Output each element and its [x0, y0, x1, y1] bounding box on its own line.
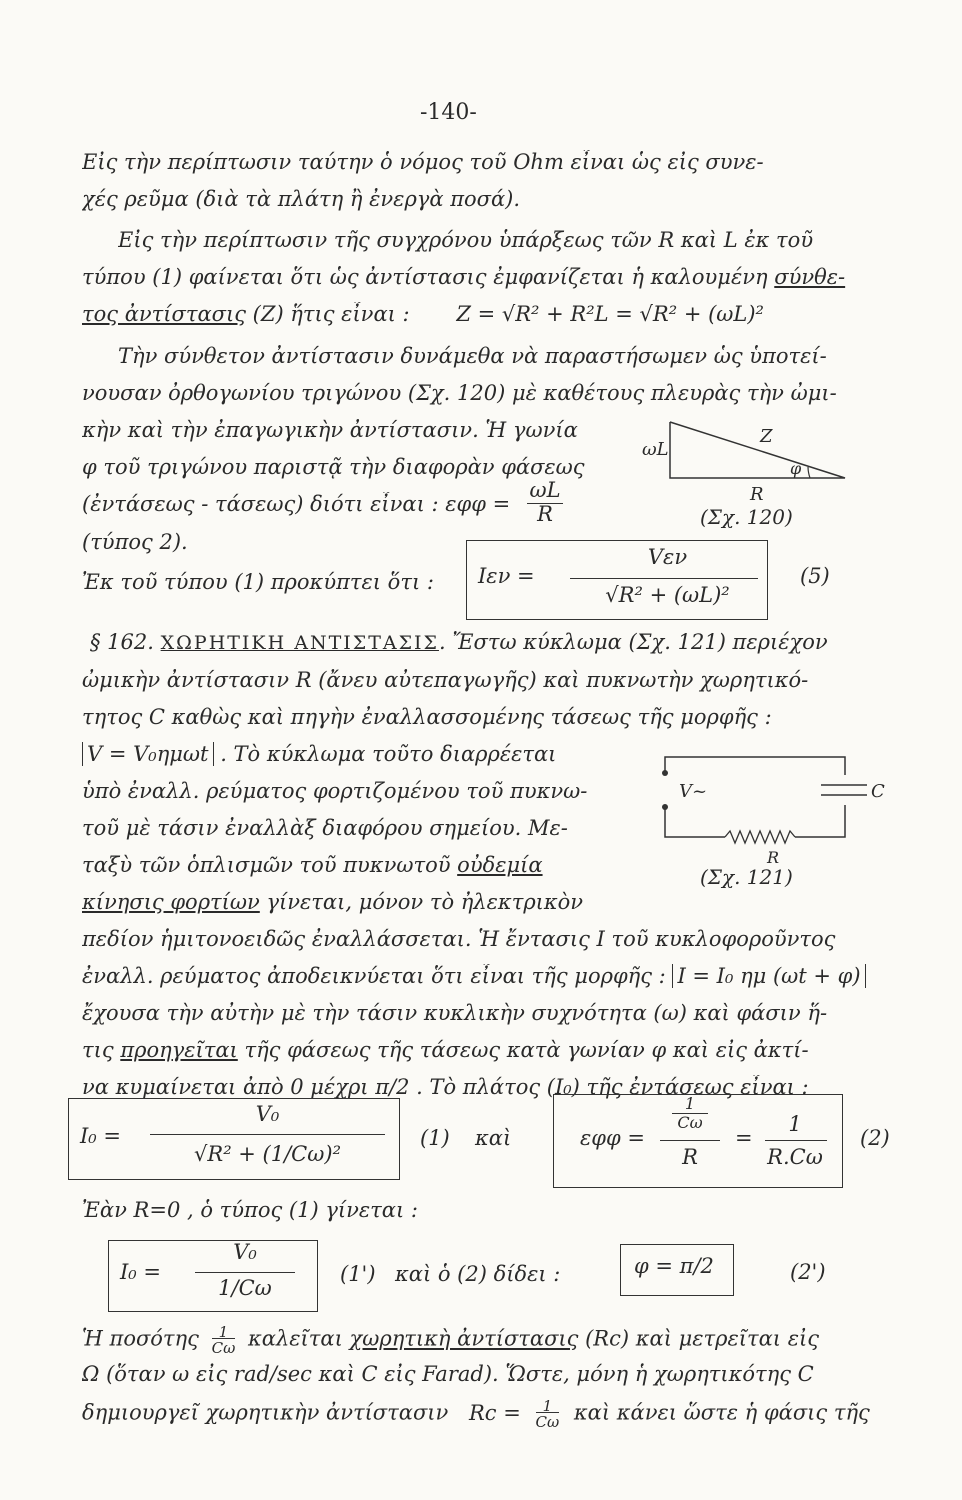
text-line: Τὴν σύνθετον ἀντίστασιν δυνάμεθα νὰ παραστήσωμεν ὡς ὑποτεί- — [118, 344, 827, 368]
fig120-base-label: R — [750, 484, 764, 505]
f5-numerator: Vεν — [647, 545, 688, 569]
fraction-bar — [660, 1140, 720, 1141]
text-span: ταξὺ τῶν ὁπλισμῶν τοῦ πυκνωτοῦ — [82, 853, 451, 877]
text-line: (ἐντάσεως - τάσεως) διότι εἶναι : εφφ = — [82, 492, 511, 516]
term-underlined: οὐδεμία — [457, 853, 543, 877]
text-line: νουσαν ὀρθογωνίου τριγώνου (Σχ. 120) μὲ καθέτους πλευρὰς τὴν ὠμι- — [82, 381, 837, 405]
term-underlined: τος ἀντίστασις — [82, 302, 246, 326]
f1p-denominator: 1/Cω — [218, 1276, 272, 1300]
text-line: πεδίον ἡμιτονοειδῶς ἐναλλάσσεται. Ἡ ἔντασις I τοῦ κυκλοφοροῦντος — [82, 927, 836, 951]
f2-num1-den: Cω — [677, 1113, 703, 1132]
text-span: καὶ κάνει ὥστε ἡ φάσις τῆς — [573, 1400, 870, 1425]
text-span: (Rc) καὶ μετρεῖται εἰς — [585, 1326, 819, 1351]
f2-den1: R — [682, 1145, 698, 1169]
f1-left: I₀ = — [80, 1124, 121, 1148]
text-line: χές ρεῦμα (διὰ τὰ πλάτη ἢ ἐνεργὰ ποσά). — [82, 187, 521, 211]
fraction-bar — [765, 1140, 827, 1141]
f1p-numerator: V₀ — [233, 1240, 257, 1264]
text-line: Ἐκ τοῦ τύπου (1) προκύπτει ὅτι : — [82, 570, 434, 594]
f2-num1: 1 — [684, 1094, 696, 1113]
f2p-formula: φ = π/2 — [634, 1254, 714, 1278]
f5-left: Iεν = — [478, 564, 535, 588]
text-span: γίνεται, μόνον τὸ ἠλεκτρικὸν — [266, 890, 584, 914]
text-span: καλεῖται — [248, 1326, 343, 1351]
f1p-tag: (1') — [340, 1262, 376, 1286]
fig121-res-label: R — [767, 848, 780, 865]
fig120-caption: (Σχ. 120) — [700, 505, 793, 529]
f2-den2: R.Cω — [767, 1145, 823, 1169]
inline-fraction — [212, 1324, 236, 1356]
fig120-hyp-label: Z — [760, 426, 773, 447]
text-span: . Τὸ κύκλωμα τοῦτο διαρρέεται — [220, 742, 557, 766]
f1p-mid: καὶ ὁ (2) δίδει : — [395, 1262, 561, 1286]
text-line: τοῦ μὲ τάσιν ἐναλλὰξ διαφόρου σημείου. Με- — [82, 816, 568, 840]
f2-num2: 1 — [788, 1112, 802, 1136]
text-line: φ τοῦ τριγώνου παριστᾷ τὴν διαφορὰν φάσεως — [82, 455, 585, 479]
fig120-angle-label: φ — [790, 459, 802, 478]
text-line: (τύπος 2). — [82, 530, 188, 554]
text-line: Εἰς τὴν περίπτωσιν τῆς συγχρόνου ὑπάρξεως τῶν R καὶ L ἐκ τοῦ — [118, 228, 814, 252]
text-line: τητος C καθὼς καὶ πηγὴν ἐναλλασσομένης τάσεως τῆς μορφῆς : — [82, 705, 772, 729]
text-span: . Ἔστω κύκλωμα (Σχ. 121) περιέχον — [438, 630, 828, 654]
text-line: ἔχουσα τὴν αὐτὴν μὲ τὴν τάσιν κυκλικὴν συχνότητα (ω) καὶ φάσιν ἥ- — [82, 1001, 828, 1025]
section-title: ΧΩΡΗΤΙΚΗ ΑΝΤΙΣΤΑΣΙΣ — [160, 632, 439, 654]
text-line — [82, 1398, 902, 1430]
text-span: Ἡ ποσότης — [82, 1326, 199, 1351]
text-span: δημιουργεῖ χωρητικὴν ἀντίστασιν — [82, 1400, 449, 1425]
text-line — [82, 265, 902, 289]
tan-denominator: R — [537, 502, 553, 526]
page-number: -140- — [420, 100, 477, 125]
f2p-tag: (2') — [790, 1260, 826, 1284]
section-number: § 162. — [90, 630, 154, 654]
text-line: ὑπὸ ἐναλλ. ρεύματος φορτιζομένου τοῦ πυκνω- — [82, 779, 588, 803]
text-line — [82, 1324, 902, 1356]
impedance-formula: Z = √R² + R²L = √R² + (ωL)² — [456, 302, 764, 326]
text-span: ἐναλλ. ρεύματος ἀποδεικνύεται ὅτι εἶναι τῆς μορφῆς : — [82, 964, 666, 988]
figure-121-circuit — [645, 745, 895, 865]
text-line — [82, 964, 902, 988]
fig121-source-label: V~ — [679, 781, 708, 802]
frac-num: 1 — [542, 1398, 553, 1415]
text-line: κὴν καὶ τὴν ἐπαγωγικὴν ἀντίστασιν. Ἡ γωνία — [82, 418, 578, 442]
f1-denominator: √R² + (1/Cω)² — [194, 1142, 341, 1166]
f1-numerator: V₀ — [255, 1102, 280, 1126]
term-underlined: χωρητικὴ ἀντίστασις — [349, 1326, 579, 1351]
text-line: Εἰς τὴν περίπτωσιν ταύτην ὁ νόμος τοῦ Ohm εἶναι ὡς εἰς συνε- — [82, 150, 764, 174]
term-underlined: προηγεῖται — [120, 1038, 238, 1062]
text-span: τῆς φάσεως τῆς τάσεως κατὰ γωνίαν φ καὶ εἰς ἀκτί- — [244, 1038, 809, 1062]
text-line: Ω (ὅταν ω εἰς rad/sec καὶ C εἰς Farad). Ὥστε, μόνη ἡ χωρητικότης C — [82, 1362, 814, 1386]
text-span: τις — [82, 1038, 114, 1062]
text-span: τύπου (1) φαίνεται ὅτι ὡς ἀντίστασις ἐμφανίζεται ἡ καλουμένη — [82, 265, 768, 289]
text-line: Ἐὰν R=0 , ὁ τύπος (1) γίνεται : — [82, 1198, 418, 1222]
frac-den: Cω — [211, 1339, 236, 1356]
frac-den: Cω — [535, 1413, 560, 1430]
current-formula-box: I = I₀ ημ (ωt + φ) — [672, 964, 865, 988]
f5-denominator: √R² + (ωL)² — [605, 583, 730, 607]
inline-fraction — [536, 1398, 560, 1430]
f1-tag: (1) — [420, 1126, 450, 1150]
f2-equals: = — [735, 1126, 753, 1150]
fraction-bar — [570, 578, 758, 579]
voltage-formula-box: V = V₀ημωt — [82, 742, 214, 766]
f2-tag: (2) — [860, 1126, 890, 1150]
term-underlined: κίνησις φορτίων — [82, 890, 260, 914]
fig121-caption: (Σχ. 121) — [700, 865, 793, 889]
fig121-cap-label: C — [871, 781, 885, 802]
tan-numerator: ωL — [529, 478, 561, 502]
f2-left: εφφ = — [580, 1126, 645, 1150]
f1-and: καὶ — [475, 1126, 512, 1150]
frac-num: 1 — [218, 1324, 229, 1341]
text-span: (Z) ἥτις εἶναι : — [252, 302, 410, 326]
fraction-bar — [150, 1134, 385, 1135]
text-line — [82, 890, 642, 914]
text-line: να κυμαίνεται ἀπὸ 0 μέχρι π/2 . Τὸ πλάτος (I₀) τῆς ἐντάσεως εἶναι : — [82, 1075, 809, 1099]
fraction-bar — [195, 1272, 295, 1273]
text-line — [82, 1038, 902, 1062]
text-line — [82, 742, 642, 766]
text-line: ὠμικὴν ἀντίστασιν R (ἄνευ αὐτεπαγωγῆς) καὶ πυκνωτὴν χωρητικό- — [82, 668, 809, 692]
text-line — [82, 853, 642, 877]
f1p-left: I₀ = — [120, 1260, 161, 1284]
fig120-side-label: ωL — [642, 439, 669, 460]
text-line — [82, 302, 902, 326]
f5-tag: (5) — [800, 564, 830, 588]
section-heading-line — [90, 630, 910, 654]
term-underlined: σύνθε- — [774, 265, 846, 289]
text-span: Rc = — [468, 1400, 521, 1425]
